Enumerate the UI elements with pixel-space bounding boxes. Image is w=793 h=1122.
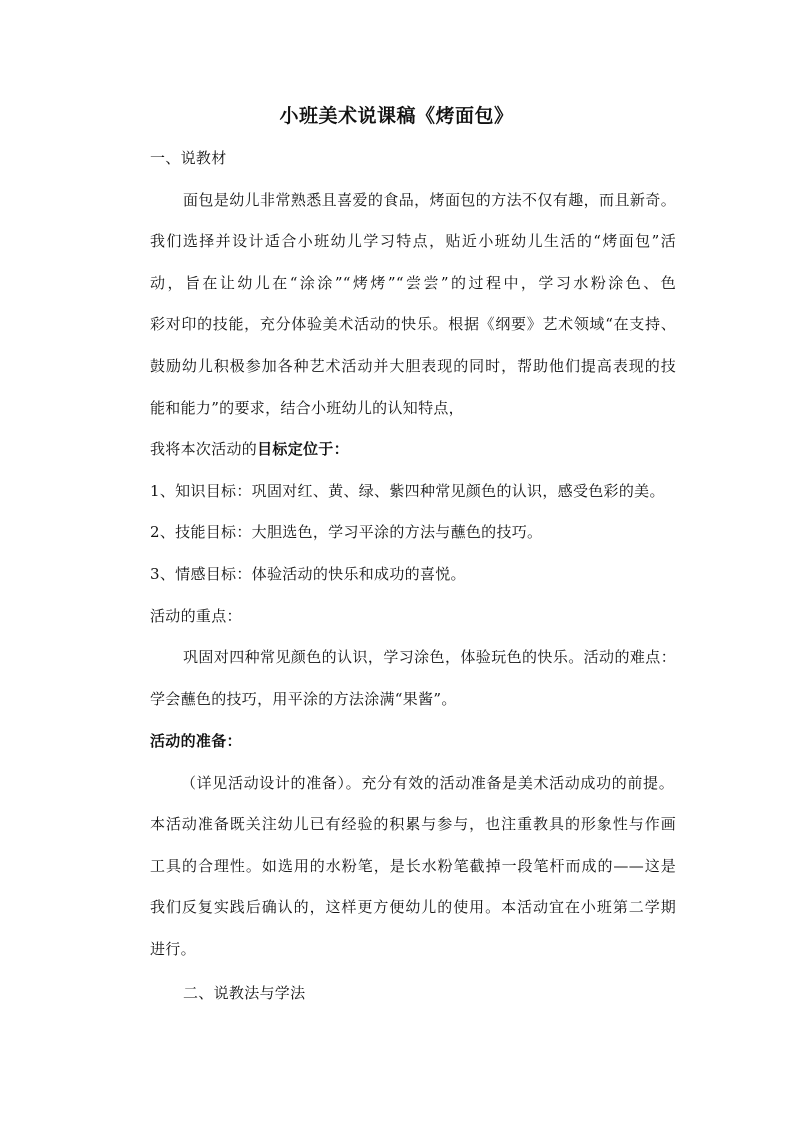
paragraph-line: 我们选择并设计适合小班幼儿学习特点，贴近小班幼儿生活的“烤面包”活 xyxy=(150,232,676,250)
document-title: 小班美术说课稿《烤面包》 xyxy=(279,105,514,127)
section-heading-teaching-methods: 二、说教法与学法 xyxy=(183,984,306,1002)
paragraph-line: 巩固对四种常见颜色的认识，学习涂色，体验玩色的快乐。活动的难点： xyxy=(183,648,676,666)
goal-item-knowledge: 1、知识目标：巩固对红、黄、绿、紫四种常见颜色的认识，感受色彩的美。 xyxy=(150,482,665,500)
paragraph-line: 学会蘸色的技巧，用平涂的方法涂满“果酱”。 xyxy=(150,690,457,708)
paragraph-line: 鼓励幼儿积极参加各种艺术活动并大胆表现的同时，帮助他们提高表现的技 xyxy=(150,357,676,375)
paragraph-line: 动，旨在让幼儿在“涂涂”“烤烤”“尝尝”的过程中，学习水粉涂色、色 xyxy=(150,274,676,292)
paragraph-line: 彩对印的技能，充分体验美术活动的快乐。根据《纲要》艺术领域“在支持、 xyxy=(150,315,676,333)
paragraph-line: 本活动准备既关注幼儿已有经验的积累与参与，也注重教具的形象性与作画 xyxy=(150,815,676,833)
paragraph-line: 能和能力”的要求，结合小班幼儿的认知特点， xyxy=(150,399,464,417)
key-points-label: 活动的重点： xyxy=(150,607,242,625)
paragraph-line: 工具的合理性。如选用的水粉笔，是长水粉笔截掉一段笔杆而成的——这是 xyxy=(150,857,676,875)
goal-item-emotion: 3、情感目标：体验活动的快乐和成功的喜悦。 xyxy=(150,565,466,583)
goal-item-skill: 2、技能目标：大胆选色，学习平涂的方法与蘸色的技巧。 xyxy=(150,523,543,541)
goal-intro xyxy=(150,438,690,460)
paragraph-line: 面包是幼儿非常熟悉且喜爱的食品，烤面包的方法不仅有趣，而且新奇。 xyxy=(183,191,676,209)
paragraph-line: 我们反复实践后确认的，这样更方便幼儿的使用。本活动宜在小班第二学期 xyxy=(150,898,676,916)
paragraph-line: （详见活动设计的准备）。充分有效的活动准备是美术活动成功的前提。 xyxy=(181,774,674,792)
goal-intro-emphasis: 目标定位于： xyxy=(257,440,349,458)
section-heading-teaching-material: 一、说教材 xyxy=(150,149,227,167)
paragraph-line: 进行。 xyxy=(150,940,196,958)
goal-intro-text: 我将本次活动的 xyxy=(150,440,258,458)
preparation-heading: 活动的准备： xyxy=(150,732,242,750)
